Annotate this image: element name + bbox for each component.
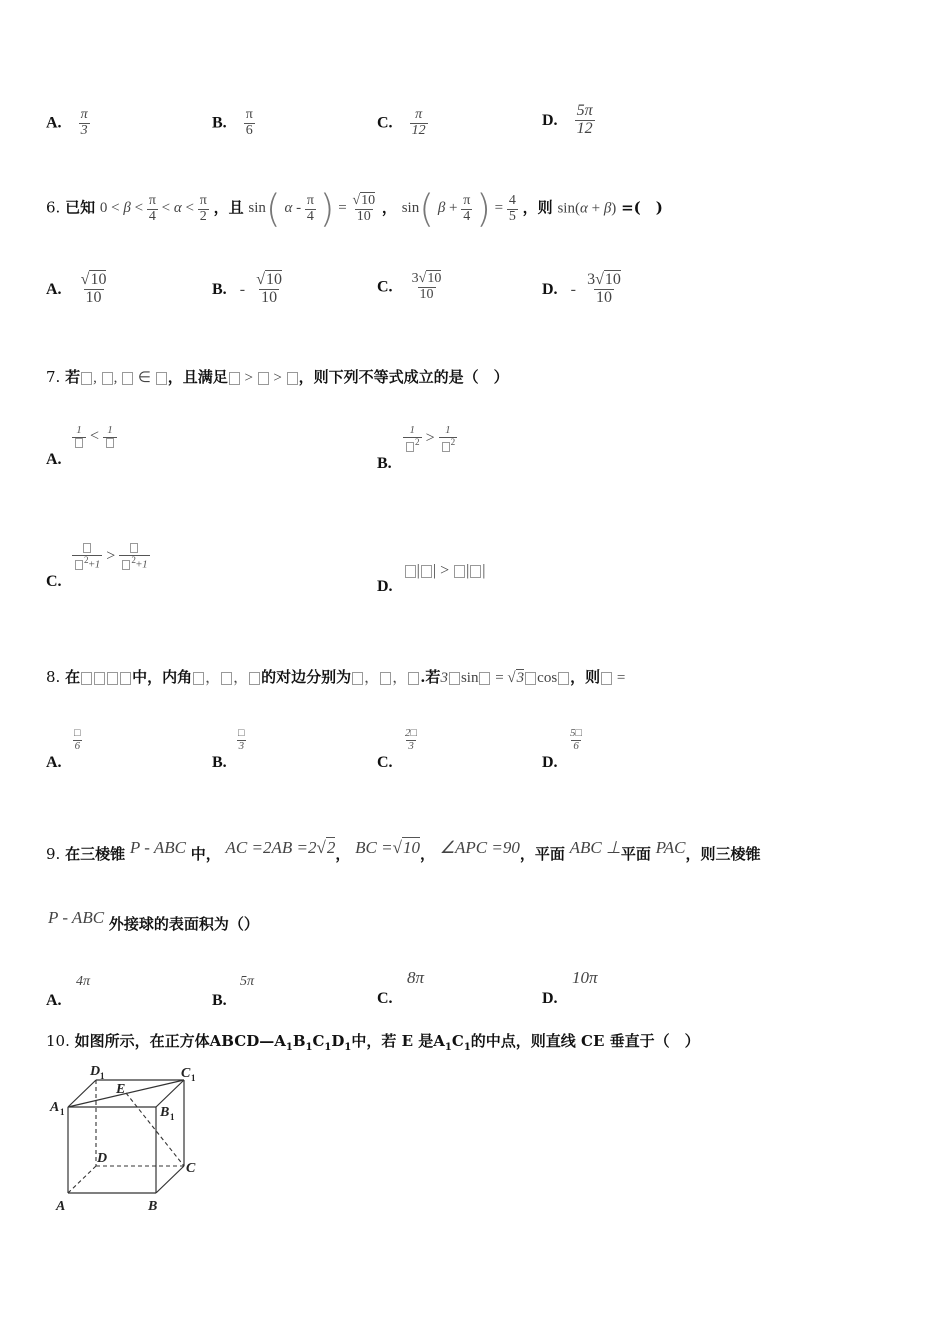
option-value: 5π: [240, 974, 255, 989]
vertex-label-b: B: [148, 1199, 158, 1212]
q5-option-b[interactable]: [212, 108, 255, 138]
q6-condition: 0 < β < $\frac{\pi}{4}$ < α < $\frac{\pi}{2}$: [99, 192, 207, 224]
q7-option-c[interactable]: [46, 543, 150, 591]
option-label: B.: [212, 114, 227, 132]
question-number: 7.: [46, 368, 61, 386]
svg-text:1: 1: [170, 1112, 175, 1122]
q7-text: ，且满足: [167, 368, 228, 386]
svg-text:B: B: [160, 1105, 170, 1120]
q8-option-a[interactable]: [46, 728, 83, 772]
q9-eq1: AC =2AB =2√2: [225, 838, 336, 857]
svg-text:A: A: [50, 1100, 60, 1115]
q6-sin-expr1: sin( α - $\frac{\pi}{4}$ ) = $\frac{√10}{10}$: [248, 187, 376, 231]
q9-option-c[interactable]: [377, 968, 424, 1008]
q7-set-expr: , , ∈: [80, 370, 168, 386]
q9-eq3: ∠APC =90: [439, 838, 520, 857]
q6-stem: [46, 187, 663, 231]
q8-sides: ， ，: [351, 670, 420, 686]
q6-target: sin(α + β): [557, 200, 617, 217]
q7-text: 若: [65, 368, 81, 386]
q5-option-a[interactable]: [46, 108, 90, 138]
q7-option-b[interactable]: [377, 425, 457, 473]
option-label: D.: [542, 280, 558, 298]
option-fraction: $\frac{√10}{10}$: [256, 271, 282, 306]
q7-option-a[interactable]: [46, 425, 117, 469]
vertex-label-c1: [181, 1066, 196, 1083]
vertex-label-a: A: [56, 1199, 66, 1212]
option-expr: $\frac{1}{^2}$ > $\frac{1}{^2}$: [403, 425, 457, 453]
option-value: 10π: [572, 968, 598, 987]
q9-plane1: ABC ⊥: [569, 838, 621, 857]
q7-stem: [46, 366, 509, 387]
option-fraction: $\frac{□}{3}$: [238, 727, 245, 752]
q8-stem: [46, 666, 625, 687]
option-fraction: $\frac{3√10}{10}$: [411, 271, 442, 302]
option-fraction: $\frac{3√10}{10}$: [587, 271, 621, 306]
q8-text: 中，内角: [132, 668, 193, 686]
q9-text: 中，: [190, 845, 221, 863]
q6-text: 已知: [65, 198, 96, 217]
q8-angles: ， ，: [192, 670, 261, 686]
q9-option-d[interactable]: [542, 968, 598, 1008]
option-fraction: $\frac{\pi}{3}$: [80, 107, 88, 138]
q6-text: =( ): [621, 198, 663, 217]
option-label: B.: [212, 280, 227, 298]
q8-answer-blank: =: [600, 670, 625, 686]
option-sign: -: [239, 280, 246, 298]
option-label: D.: [542, 990, 558, 1007]
svg-text:1: 1: [100, 1071, 105, 1081]
option-label: A.: [46, 992, 62, 1009]
option-label: C.: [377, 754, 393, 772]
q9-stem-line2: [48, 908, 259, 934]
q9-pyramid-name: P - ABC: [129, 838, 186, 857]
q10-text: 中，若 E 是: [351, 1032, 434, 1050]
option-expr: $^2$+1 > $^2$+1: [72, 543, 150, 571]
q9-option-a[interactable]: [46, 970, 90, 1010]
q10-stem: [46, 1030, 700, 1053]
q6-sin-expr2: sin( β + $\frac{\pi}{4}$ ) = $\frac{4}{5}$: [401, 187, 516, 231]
svg-text:C: C: [181, 1066, 191, 1081]
q6-text: ，则: [522, 198, 553, 217]
q9-plane2: PAC: [655, 838, 686, 857]
question-number: 9.: [46, 845, 61, 863]
point-label-e: E: [116, 1082, 126, 1097]
option-label: C.: [377, 114, 393, 132]
q5-option-d[interactable]: [542, 103, 595, 138]
q6-text: ，且: [213, 198, 244, 217]
q7-order-expr: > >: [228, 370, 299, 386]
option-label: C.: [377, 278, 393, 296]
q8-option-d[interactable]: [542, 728, 584, 772]
vertex-label-d1: [89, 1064, 105, 1081]
option-value: 8π: [407, 968, 425, 987]
question-number: 6.: [46, 198, 61, 217]
q9-option-b[interactable]: [212, 970, 254, 1010]
q7-text: ，则下列不等式成立的是（ ）: [298, 368, 509, 386]
svg-text:1: 1: [60, 1107, 65, 1117]
q9-text: ，: [419, 845, 435, 863]
cube-figure: [48, 1060, 208, 1212]
option-fraction: $\frac{5□}{6}$: [570, 727, 583, 752]
option-expr: 1 < 1: [72, 425, 117, 449]
q9-text: ，: [335, 845, 351, 863]
q9-text: ，则三棱锥: [685, 845, 761, 863]
option-label: C.: [377, 990, 393, 1007]
q10-text: 的中点，则直线 CE 垂直于（ ）: [470, 1032, 700, 1050]
q6-option-b[interactable]: [212, 272, 284, 307]
option-fraction: $\frac{√10}{10}$: [80, 271, 107, 306]
q9-text: ，平面: [519, 845, 565, 863]
q10-cube-name: $ABCD—A_1B_1C_1D_1$: [209, 1032, 352, 1053]
vertex-label-c: C: [186, 1161, 196, 1176]
option-label: B.: [212, 754, 227, 772]
q9-pyramid-name: P - ABC: [48, 908, 105, 927]
vertex-label-b1: [159, 1105, 175, 1122]
q7-option-d[interactable]: [377, 560, 486, 595]
svg-text:1: 1: [191, 1073, 196, 1083]
option-fraction: $\frac{□}{6}$: [74, 727, 81, 752]
q10-segment: $A_1C_1$: [433, 1032, 471, 1053]
q6-text: ，: [381, 198, 397, 217]
q8-equation: 3 sin = √3 cos: [440, 670, 570, 686]
option-label: D.: [377, 578, 393, 595]
option-fraction: $\frac{2□}{3}$: [405, 727, 418, 752]
option-label: A.: [46, 114, 62, 132]
option-label: B.: [212, 992, 227, 1009]
q9-text: 外接球的表面积为（）: [108, 915, 259, 933]
option-sign: -: [570, 280, 576, 298]
q8-option-c[interactable]: [377, 728, 419, 772]
question-number: 8.: [46, 668, 61, 686]
option-label: D.: [542, 111, 558, 129]
option-fraction: $\frac{5\pi}{12}$: [576, 102, 593, 137]
question-number: 10.: [46, 1032, 70, 1050]
option-value: 4π: [76, 974, 91, 989]
q8-triangle: [80, 668, 132, 686]
q9-text: 平面: [620, 845, 651, 863]
q8-text: .若: [420, 668, 441, 686]
option-label: A.: [46, 280, 62, 298]
q8-text: ，则: [570, 668, 601, 686]
q10-text: 如图所示，在正方体: [74, 1032, 210, 1050]
q8-text: 在: [65, 668, 81, 686]
option-label: C.: [46, 572, 62, 590]
q9-text: 在三棱锥: [65, 845, 126, 863]
q6-option-c[interactable]: [377, 272, 443, 302]
option-label: B.: [377, 454, 392, 472]
q6-option-a[interactable]: [46, 272, 108, 307]
option-label: A.: [46, 451, 62, 469]
vertex-label-a1: [49, 1100, 65, 1117]
q5-option-c[interactable]: [377, 108, 428, 138]
q6-option-d[interactable]: [542, 272, 623, 307]
svg-text:D: D: [90, 1064, 101, 1079]
q8-option-b[interactable]: [212, 728, 247, 772]
q9-eq2: BC =√10: [355, 838, 420, 857]
q8-text: 的对边分别为: [261, 668, 352, 686]
option-label: D.: [542, 754, 558, 772]
vertex-label-d: D: [97, 1151, 108, 1166]
option-fraction: $\frac{\pi}{6}$: [245, 107, 253, 138]
option-expr: | | > | |: [404, 562, 486, 579]
q9-stem: [46, 838, 761, 864]
option-label: A.: [46, 754, 62, 772]
option-fraction: $\frac{\pi}{12}$: [411, 107, 426, 138]
